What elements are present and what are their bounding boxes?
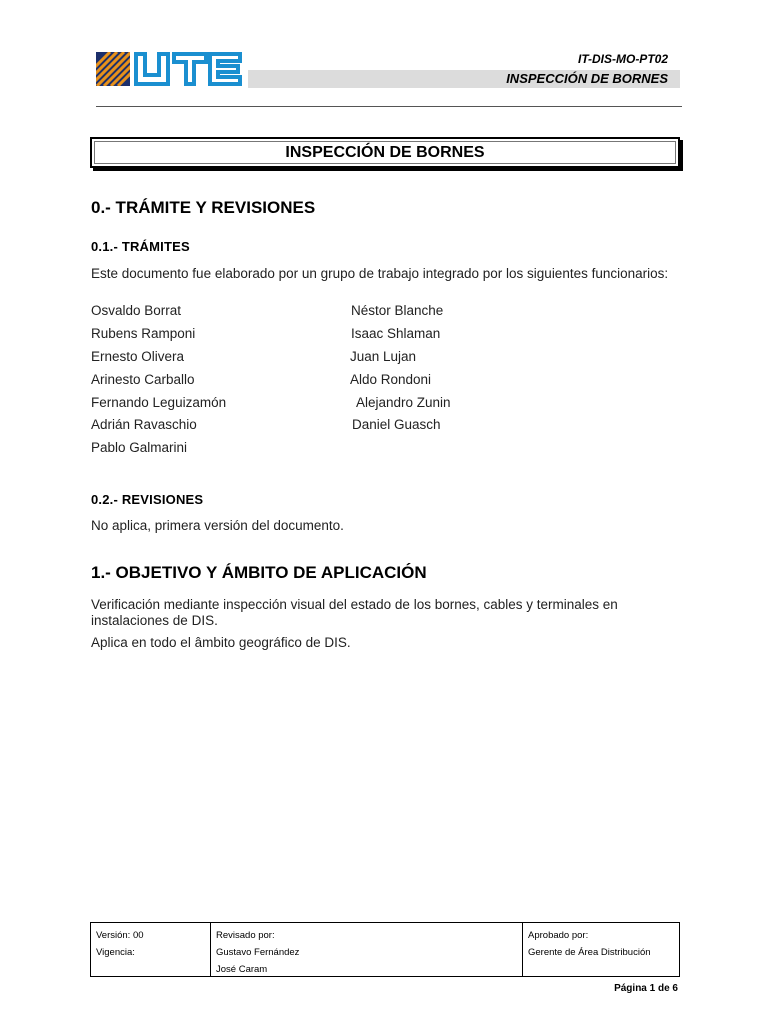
vigencia-label: Vigencia: (96, 947, 135, 958)
section-1-heading: 1.- OBJETIVO Y ÁMBITO DE APLICACIÓN (91, 563, 427, 582)
member-name-left: Arinesto Carballo (91, 372, 195, 387)
header-document-title: INSPECCIÓN DE BORNES (506, 71, 668, 86)
section-0-1-intro: Este documento fue elaborado por un grupo de trabajo integrado por los siguientes funcionarios: (91, 266, 669, 281)
member-name-right: Aldo Rondoni (350, 372, 432, 387)
member-name-right: Alejandro Zunin (356, 395, 451, 410)
version-label: Versión: 00 (96, 930, 144, 941)
document-control-table (90, 922, 680, 977)
member-name-left: Osvaldo Borrat (91, 303, 182, 318)
member-name-right: Isaac Shlaman (351, 326, 441, 341)
member-name-right: Juan Lujan (350, 349, 417, 364)
reviewed-by-label: Revisado por: (216, 930, 275, 941)
member-name-left: Ernesto Olivera (91, 349, 185, 364)
page-title: INSPECCIÓN DE BORNES (94, 141, 676, 164)
reviewer-name: José Caram (216, 964, 268, 975)
version-cell (91, 923, 211, 976)
member-name-left: Adrián Ravaschio (91, 417, 197, 432)
header-divider (96, 106, 682, 107)
title-box (90, 137, 680, 168)
member-name-right: Daniel Guasch (352, 417, 441, 432)
section-1-paragraph-2: Aplica en todo el âmbito geográfico de DIS. (91, 635, 351, 650)
section-0-2-heading: 0.2.- REVISIONES (91, 492, 204, 507)
member-name-left: Fernando Leguizamón (91, 395, 227, 410)
reviewer-name: Gustavo Fernández (216, 947, 300, 958)
ute-logo-graphic (96, 50, 242, 88)
section-0-1-heading: 0.1.- TRÁMITES (91, 239, 190, 254)
member-name-right: Néstor Blanche (351, 303, 444, 318)
approved-by-cell (523, 923, 679, 976)
approver-name: Gerente de Área Distribución (528, 947, 651, 958)
reviewed-by-cell (211, 923, 523, 976)
approved-by-label: Aprobado por: (528, 930, 589, 941)
section-0-2-text: No aplica, primera versión del documento. (91, 518, 344, 533)
page-number: Página 1 de 6 (614, 983, 678, 994)
section-1-paragraph-1: Verificación mediante inspección visual del estado de los bornes, cables y terminales en instalaciones de DIS. (91, 597, 618, 628)
section-0-heading: 0.- TRÁMITE Y REVISIONES (91, 198, 316, 217)
header-band (248, 70, 680, 88)
ute-logo (96, 50, 242, 88)
member-name-left: Pablo Galmarini (91, 440, 188, 455)
document-code: IT-DIS-MO-PT02 (577, 52, 668, 66)
member-name-left: Rubens Ramponi (91, 326, 196, 341)
